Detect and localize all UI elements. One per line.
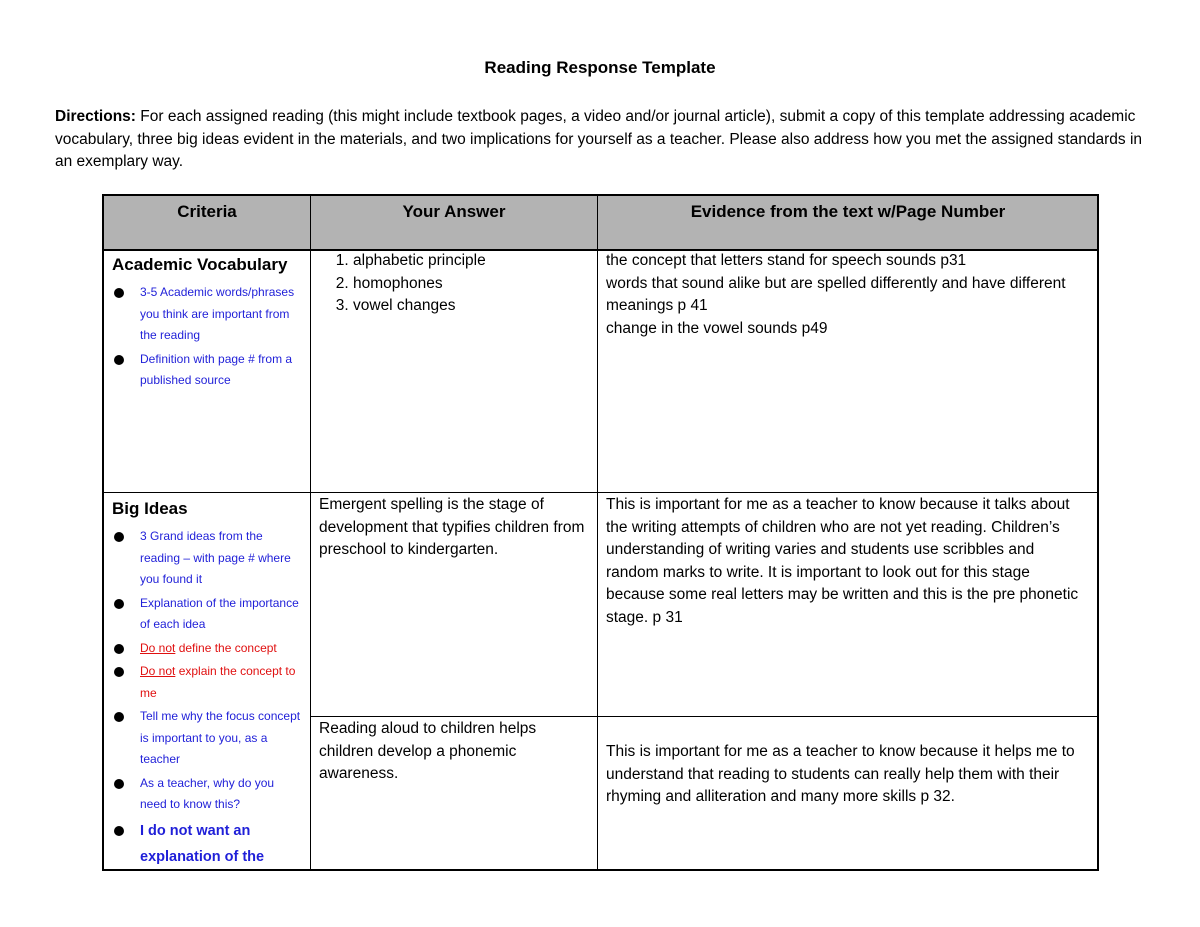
bigideas-answer-1: Emergent spelling is the stage of development that typifies children from preschool to kindergarten. [319,496,585,558]
column-divider-1 [310,196,311,869]
directions-label: Directions: [55,108,136,125]
bullet-icon [114,355,124,365]
table-header-row [104,196,1097,249]
list-item: 3. vowel changes [353,295,589,318]
bullet-icon [114,667,124,677]
list-item [112,818,302,870]
evidence-line: words that sound alike but are spelled differently and have different meanings p 41 [606,274,1066,314]
vocab-answer-list [319,250,589,318]
list-item [112,349,302,392]
list-item [112,773,302,816]
header-evidence: Evidence from the text w/Page Number [690,202,1006,221]
evidence-line: the concept that letters stand for speech sounds p31 [606,252,967,269]
bullet-icon [114,644,124,654]
list-item: 1. alphabetic principle [353,250,589,273]
bigideas-section-title: Big Ideas [112,499,188,518]
header-your-answer: Your Answer [402,202,506,221]
bullet-text: 3-5 Academic words/phrases you think are important from the reading [140,285,295,342]
bullet-text-underlined: Do not [140,640,176,655]
document-title: Reading Response Template [484,58,716,77]
bullet-text: As a teacher, why do you need to know this? [140,775,275,811]
row-divider-bigideas [311,716,1097,717]
bullet-text: define the concept [175,640,277,655]
bullet-text: Explanation of the importance of each idea [140,595,299,631]
bullet-text: Definition with page # from a published source [140,351,293,387]
response-table [102,194,1099,871]
bullet-icon [114,288,124,298]
bullet-text-underlined: Do not [140,664,176,678]
vocab-evidence [606,250,1086,340]
bigideas-evidence-1: This is important for me as a teacher to know because it talks about the writing attempts of children who are not yet reading. Children’s understanding of writing varies and students use scribbles and random marks to write. It is important to look out for this stage because some real letters may be written and this is the pre phonetic stage. p 31 [606,496,1079,626]
bullet-icon [114,779,124,789]
bullet-text: I do not want an explanation of the [140,822,265,865]
column-divider-2 [597,196,598,869]
bullet-icon [114,599,124,609]
vocab-section-title: Academic Vocabulary [112,255,288,274]
bullet-icon [114,826,124,836]
bigideas-criteria-list [112,526,302,872]
list-item [112,638,302,660]
list-item: 2. homophones [353,273,589,296]
list-item [112,593,302,636]
bullet-icon [114,532,124,542]
bigideas-evidence-2: This is important for me as a teacher to know because it helps me to understand that reading to students can really help them with their rhyming and alliteration and many more skills p 32. [606,743,1075,805]
vocab-criteria-list [112,282,302,394]
list-item [112,661,302,704]
header-criteria: Criteria [177,202,237,221]
directions-paragraph [55,106,1145,174]
bullet-text: 3 Grand ideas from the reading – with page # where you found it [140,529,291,586]
list-item [112,526,302,591]
directions-text: For each assigned reading (this might include textbook pages, a video and/or journal article), submit a copy of this template addressing academic vocabulary, three big ideas evident in the materials, and two implications for yourself as a teacher. Please also address how you met the assigned standards in an exemplary way. [55,108,1143,170]
list-item [112,706,302,771]
evidence-line: change in the vowel sounds p49 [606,319,828,337]
bigideas-answer-2: Reading aloud to children helps children develop a phonemic awareness. [319,720,537,782]
bullet-icon [114,712,124,722]
bullet-text: Tell me why the focus concept is important to you, as a teacher [140,709,301,766]
list-item [112,282,302,347]
bullet-text: explain the concept to me [140,664,296,700]
row-divider-vocab [104,492,1097,493]
